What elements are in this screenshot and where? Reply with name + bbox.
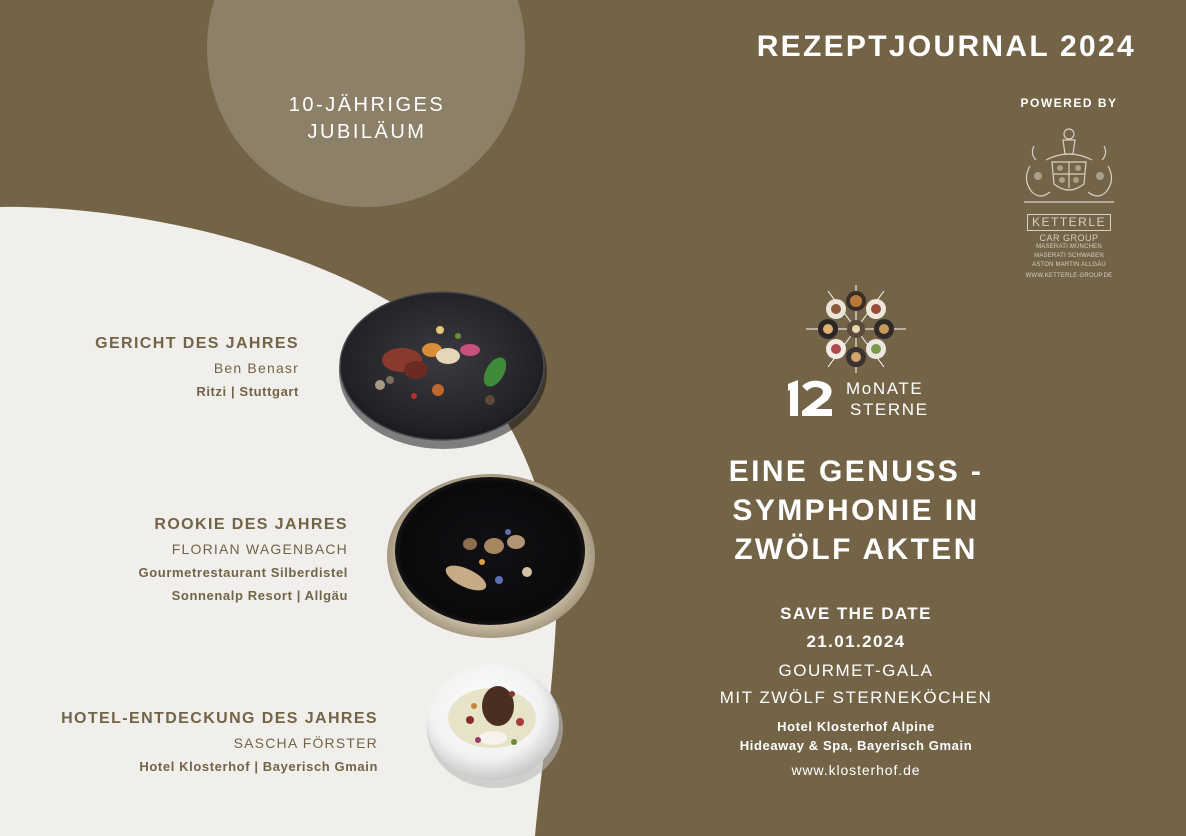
award-winner-name: Ben Benasr: [213, 360, 299, 376]
award-winner-name: FLORIAN WAGENBACH: [171, 541, 348, 557]
dish-photo-2: [387, 474, 595, 638]
powered-by-label: POWERED BY: [1020, 96, 1118, 110]
sponsor-line: CAR GROUP: [1039, 233, 1099, 243]
gala-line-1: GOURMET-GALA: [778, 661, 934, 680]
dish-photo-1: [339, 292, 547, 449]
brand-line-1: MoNATE: [846, 379, 924, 398]
venue-line-2: Hideaway & Spa, Bayerisch Gmain: [739, 738, 973, 753]
brand-line-2: STERNE: [850, 400, 929, 419]
award-hotel-discovery: [61, 710, 378, 774]
venue-line-1: Hotel Klosterhof Alpine: [777, 719, 935, 734]
headline-line-3: ZWÖLF AKTEN: [734, 533, 978, 566]
twelve-numeral-logo-icon: [786, 378, 836, 418]
sponsor-line: ASTON MARTIN ALLGÄU: [1032, 262, 1106, 268]
sponsor-line: MASERATI MÜNCHEN: [1036, 244, 1102, 250]
event-date: 21.01.2024: [806, 632, 906, 651]
award-title: ROOKIE DES JAHRES: [154, 516, 348, 533]
monate-sterne-wordmark: [846, 378, 929, 420]
award-rookie-of-year: [139, 516, 348, 603]
jubilee-line-1: 10-JÄHRIGES: [288, 94, 446, 116]
award-place-line: Hotel Klosterhof | Bayerisch Gmain: [139, 759, 378, 774]
gala-line-2: MIT ZWÖLF STERNEKÖCHEN: [719, 688, 993, 707]
gala-description: [690, 657, 1022, 711]
sponsor-line: MASERATI SCHWABEN: [1034, 253, 1104, 259]
twelve-dishes-star-icon: [806, 285, 906, 373]
headline-line-1: EINE GENUSS -: [728, 455, 984, 488]
headline: [710, 452, 1002, 569]
jubilee-text: [240, 92, 494, 146]
ketterle-crest-icon: [1016, 126, 1122, 208]
award-place-line: Sonnenalp Resort | Allgäu: [171, 588, 348, 603]
award-winner-name: SASCHA FÖRSTER: [233, 735, 378, 751]
award-dish-of-year: [95, 335, 299, 399]
award-title: GERICHT DES JAHRES: [95, 335, 299, 352]
award-place-line: Gourmetrestaurant Silberdistel: [138, 565, 348, 580]
sponsor-website: WWW.KETTERLE-GROUP.DE: [1025, 273, 1113, 279]
save-the-date-label: SAVE THE DATE: [780, 604, 932, 623]
sponsor-name: KETTERLE: [1027, 214, 1111, 231]
website-link[interactable]: www.klosterhof.de: [791, 762, 921, 778]
headline-line-2: SYMPHONIE IN: [732, 494, 980, 527]
award-title: HOTEL-ENTDECKUNG DES JAHRES: [61, 710, 378, 727]
ketterle-logo: [1016, 126, 1122, 281]
journal-title: REZEPTJOURNAL 2024: [756, 30, 1136, 63]
jubilee-line-2: JUBILÄUM: [307, 121, 427, 143]
save-the-date-block: [690, 600, 1022, 656]
venue-block: [690, 717, 1022, 755]
award-place-line: Ritzi | Stuttgart: [196, 384, 299, 399]
